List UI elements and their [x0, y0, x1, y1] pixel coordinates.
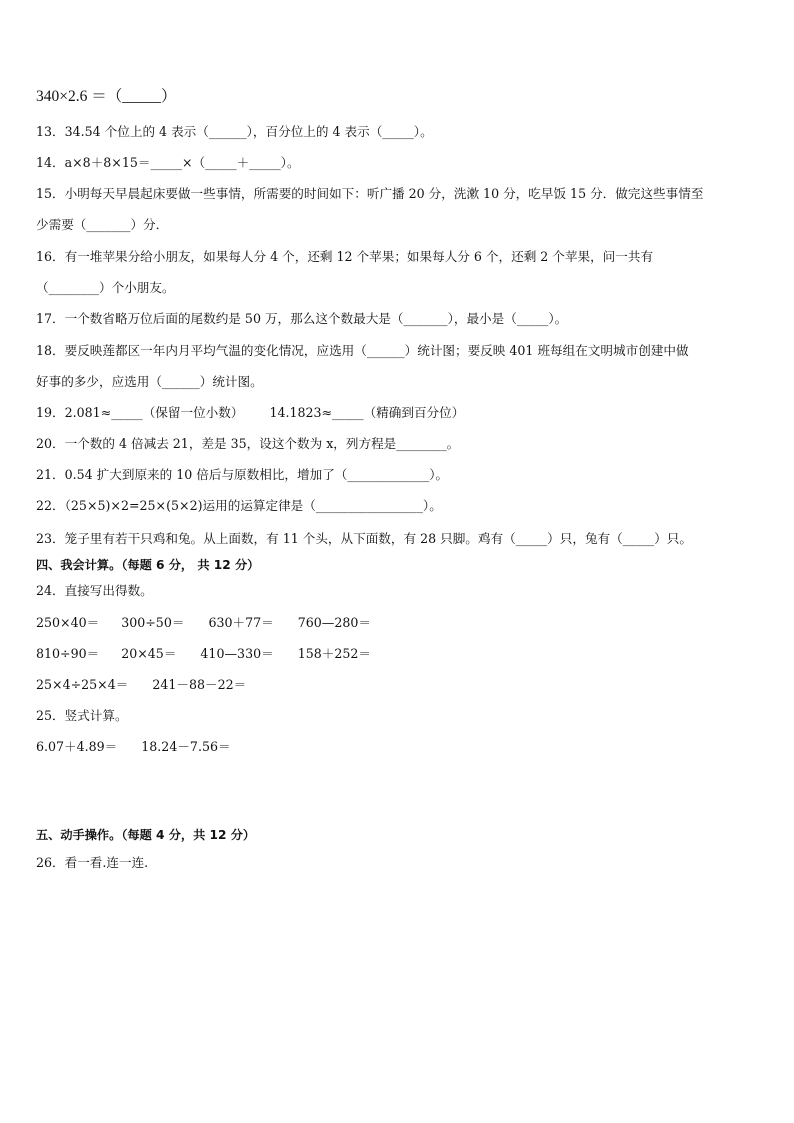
- question-15-line1: 15．小明每天早晨起床要做一些事情，所需要的时间如下：听广播 20 分，洗漱 10 分，吃早饭 15 分．做完这些事情至: [36, 186, 704, 201]
- question-16-line2: （________）个小朋友。: [36, 280, 175, 295]
- question-15-line2: 少需要（_______）分．: [36, 217, 169, 232]
- calc-row-4: [36, 741, 231, 754]
- calc-item: 25×4÷25×4＝: [36, 677, 129, 692]
- question-25: 25．竖式计算。: [36, 708, 128, 723]
- calc-item: 20×45＝: [121, 646, 177, 661]
- calc-item: 630＋77＝: [208, 615, 274, 630]
- question-26: 26．看一看.连一连.: [36, 855, 149, 870]
- calc-item: 410—330＝: [200, 646, 274, 661]
- question-18-line2: 好事的多少，应选用（______）统计图。: [36, 374, 263, 389]
- calc-item: 760—280＝: [297, 615, 371, 630]
- question-24: 24．直接写出得数。: [36, 583, 153, 598]
- calc-item: 810÷90＝: [36, 646, 100, 661]
- calc-item: 6.07＋4.89＝: [36, 739, 118, 754]
- question-19-part2: 14.1823≈_____（精确到百分位）: [269, 405, 465, 420]
- calc-item: 241－88－22＝: [152, 677, 247, 692]
- question-23: 23．笼子里有若干只鸡和兔。从上面数，有 11 个头，从下面数，有 28 只脚。鸡有（_____）只，兔有（_____）只。: [36, 531, 692, 546]
- section-four-heading: 四、我会计算。（每题 6 分， 共 12 分）: [36, 558, 260, 572]
- calc-row-3: [36, 679, 246, 692]
- calc-item: 158＋252＝: [297, 646, 371, 661]
- calc-item: 300÷50＝: [121, 615, 185, 630]
- question-16-line1: 16．有一堆苹果分给小朋友，如果每人分 4 个，还剩 12 个苹果；如果每人分 6 个，还剩 2 个苹果，问一共有: [36, 249, 654, 264]
- question-13: 13．34.54 个位上的 4 表示（______），百分位上的 4 表示（_____）。: [36, 124, 433, 139]
- question-18-line1: 18．要反映莲都区一年内月平均气温的变化情况，应选用（______）统计图；要反映 401 班每组在文明城市创建中做: [36, 343, 689, 358]
- question-22: 22．（25×5)×2=25×(5×2)运用的运算定律是（_________________）。: [36, 498, 442, 513]
- question-14: 14．a×8＋8×15＝_____×（_____＋_____）。: [36, 155, 300, 170]
- question-21: 21．0.54 扩大到原来的 10 倍后与原数相比，增加了（_____________）。: [36, 467, 449, 482]
- calc-row-2: [36, 648, 371, 661]
- question-12-tail: 340×2.6 ＝（_____）: [36, 88, 177, 105]
- section-five-heading: 五、动手操作。（每题 4 分，共 12 分）: [36, 828, 256, 842]
- calc-item: 18.24－7.56＝: [141, 739, 231, 754]
- question-17: 17．一个数省略万位后面的尾数约是 50 万，那么这个数最大是（_______），最小是（_____）。: [36, 311, 568, 326]
- calc-row-1: [36, 617, 371, 630]
- question-19-part1: 19．2.081≈_____（保留一位小数）: [36, 405, 244, 420]
- question-20: 20．一个数的 4 倍减去 21，差是 35，设这个数为 x，列方程是________。: [36, 436, 460, 451]
- calc-item: 250×40＝: [36, 615, 100, 630]
- question-19: [36, 407, 464, 420]
